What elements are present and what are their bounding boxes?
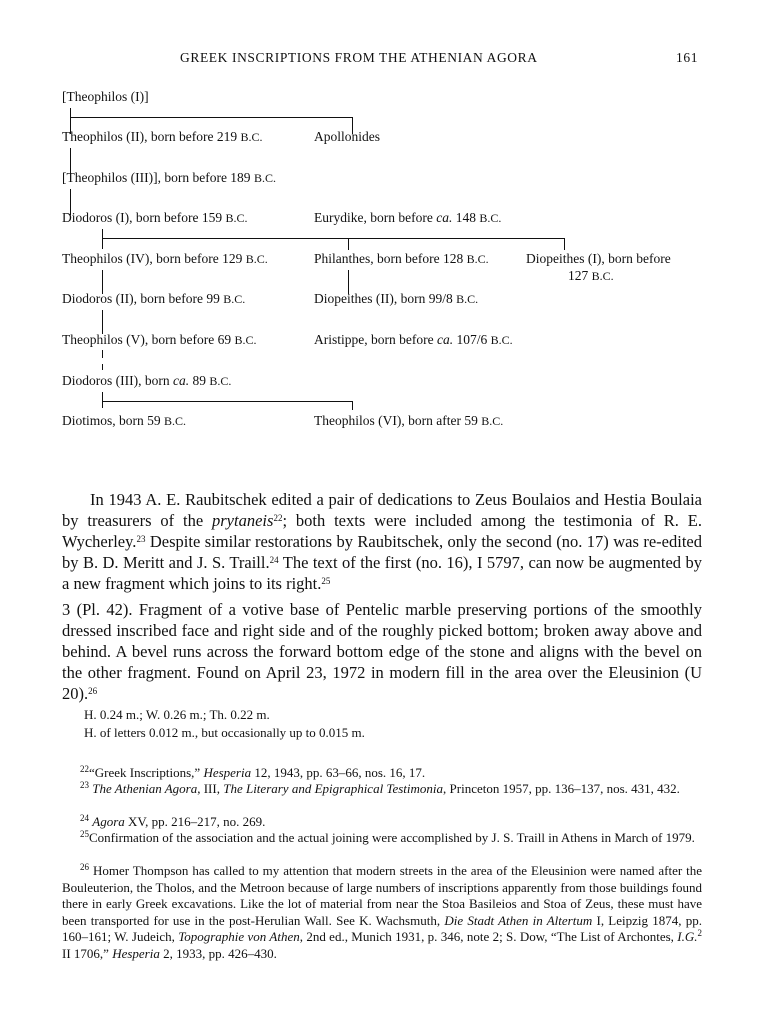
footnote-ref: 22 <box>273 513 283 523</box>
running-head-title: GREEK INSCRIPTIONS FROM THE ATHENIAN AGORA <box>180 50 538 65</box>
footnote: $^{26}$ Homer Thompson has called to my attention that modern streets in the area of the Eleusinion were named after the Bouleuterion, the Tholos, and the Metroon because of large numbers of inscriptions apparently from those buildings found there in early Greek excavations. Like the lot of material from near the Stoa Basileios and Stoa of Zeus, these must have been transported for use in the post-Herulian Wall. See K. Wachsmuth, Die Stadt Athen in Altertum I, Leipzig 1874, pp. 160–161; W. Judeich, Topographie von Athen, 2nd ed., Munich 1931, p. 346, note 2; S. Dow, “The List of Archontes, I.G.$^2$ II 1706,” Hesperia 2, 1933, pp. 426–430. <box>62 862 703 961</box>
tree-connector <box>564 238 565 250</box>
tree-node: Philanthes, born before 128 B.C. <box>314 251 489 266</box>
tree-node: Eurydike, born before ca. 148 B.C. <box>314 210 502 225</box>
tree-node: Diopeithes (II), born 99/8 B.C. <box>314 291 479 306</box>
tree-connector <box>102 401 352 402</box>
measurements-line: H. of letters 0.012 m., but occasionally up to 0.015 m. <box>84 725 365 740</box>
tree-node: Diodoros (II), born before 99 B.C. <box>62 291 246 306</box>
measurements-line: H. 0.24 m.; W. 0.26 m.; Th. 0.22 m. <box>84 707 270 722</box>
tree-node: Apollonides <box>314 129 380 144</box>
footnote: $^{22}$“Greek Inscriptions,” Hesperia 12, 1943, pp. 63–66, nos. 16, 17. <box>80 764 426 780</box>
tree-node: Theophilos (II), born before 219 B.C. <box>62 129 263 144</box>
page-number: 161 <box>676 50 699 65</box>
tree-connector <box>102 229 103 249</box>
tree-connector <box>102 310 103 334</box>
footnote: $^{23}$ The Athenian Agora, III, The Literary and Epigraphical Testimonia, Princeton 1957, pp. 136–137, nos. 431, 432. <box>80 780 680 796</box>
tree-node: Theophilos (VI), born after 59 B.C. <box>314 413 504 428</box>
tree-node: [Theophilos (I)] <box>62 89 149 104</box>
footnote-ref: 23 <box>136 534 146 544</box>
body-paragraph: In 1943 A. E. Raubitschek edited a pair of dedications to Zeus Boulaios and Hestia Boulaia by treasurers of the prytaneis$^{22}$; both texts were included among the testimonia of R. E. Wycherley.$^{23}$ Despite similar restorations by Raubitschek, only the second (no. 17) was re-edited by B. D. Meritt and J. S. Traill.$^{24}$ The text of the first (no. 16), I 5797, can now be augmented by a new fragment which joins to its right.$^{25}$ <box>62 490 703 593</box>
tree-node: Diodoros (III), born ca. 89 B.C. <box>62 373 232 388</box>
entry-number: 3 <box>62 600 71 619</box>
tree-node: Diopeithes (I), born before <box>526 251 671 266</box>
catalogue-entry: 3 (Pl. 42). Fragment of a votive base of Pentelic marble preserving portions of the smoothly dressed inscribed face and right side and of the roughly picked bottom; broken away above and behind. A bevel runs across the forward bottom edge of the stone and aligns with the bevel on the other fragment. Found on April 23, 1972 in modern fill in the area over the Eleusinion (U 20).$^{26}$ <box>62 600 702 703</box>
tree-connector <box>102 364 103 370</box>
tree-node: Theophilos (IV), born before 129 B.C. <box>62 251 268 266</box>
tree-connector <box>102 350 103 358</box>
footnote-ref: 26 <box>88 686 98 696</box>
footnote: $^{24}$ Agora XV, pp. 216–217, no. 269. <box>80 813 266 829</box>
tree-node: Aristippe, born before ca. 107/6 B.C. <box>314 332 513 347</box>
tree-node: Diotimos, born 59 B.C. <box>62 413 187 428</box>
tree-node: Diodoros (I), born before 159 B.C. <box>62 210 248 225</box>
tree-connector <box>102 392 103 408</box>
tree-node: [Theophilos (III)], born before 189 B.C. <box>62 170 276 185</box>
tree-connector <box>102 238 564 239</box>
tree-connector <box>352 401 353 410</box>
footnote: $^{25}$Confirmation of the association and the actual joining were accomplished by J. S. Traill in Athens in March of 1979. <box>80 829 695 845</box>
tree-node: 127 B.C. <box>568 268 614 283</box>
footnote-ref: 25 <box>321 576 331 586</box>
tree-connector <box>70 117 352 118</box>
tree-connector <box>348 238 349 250</box>
footnote-ref: 24 <box>269 555 279 565</box>
tree-node: Theophilos (V), born before 69 B.C. <box>62 332 257 347</box>
